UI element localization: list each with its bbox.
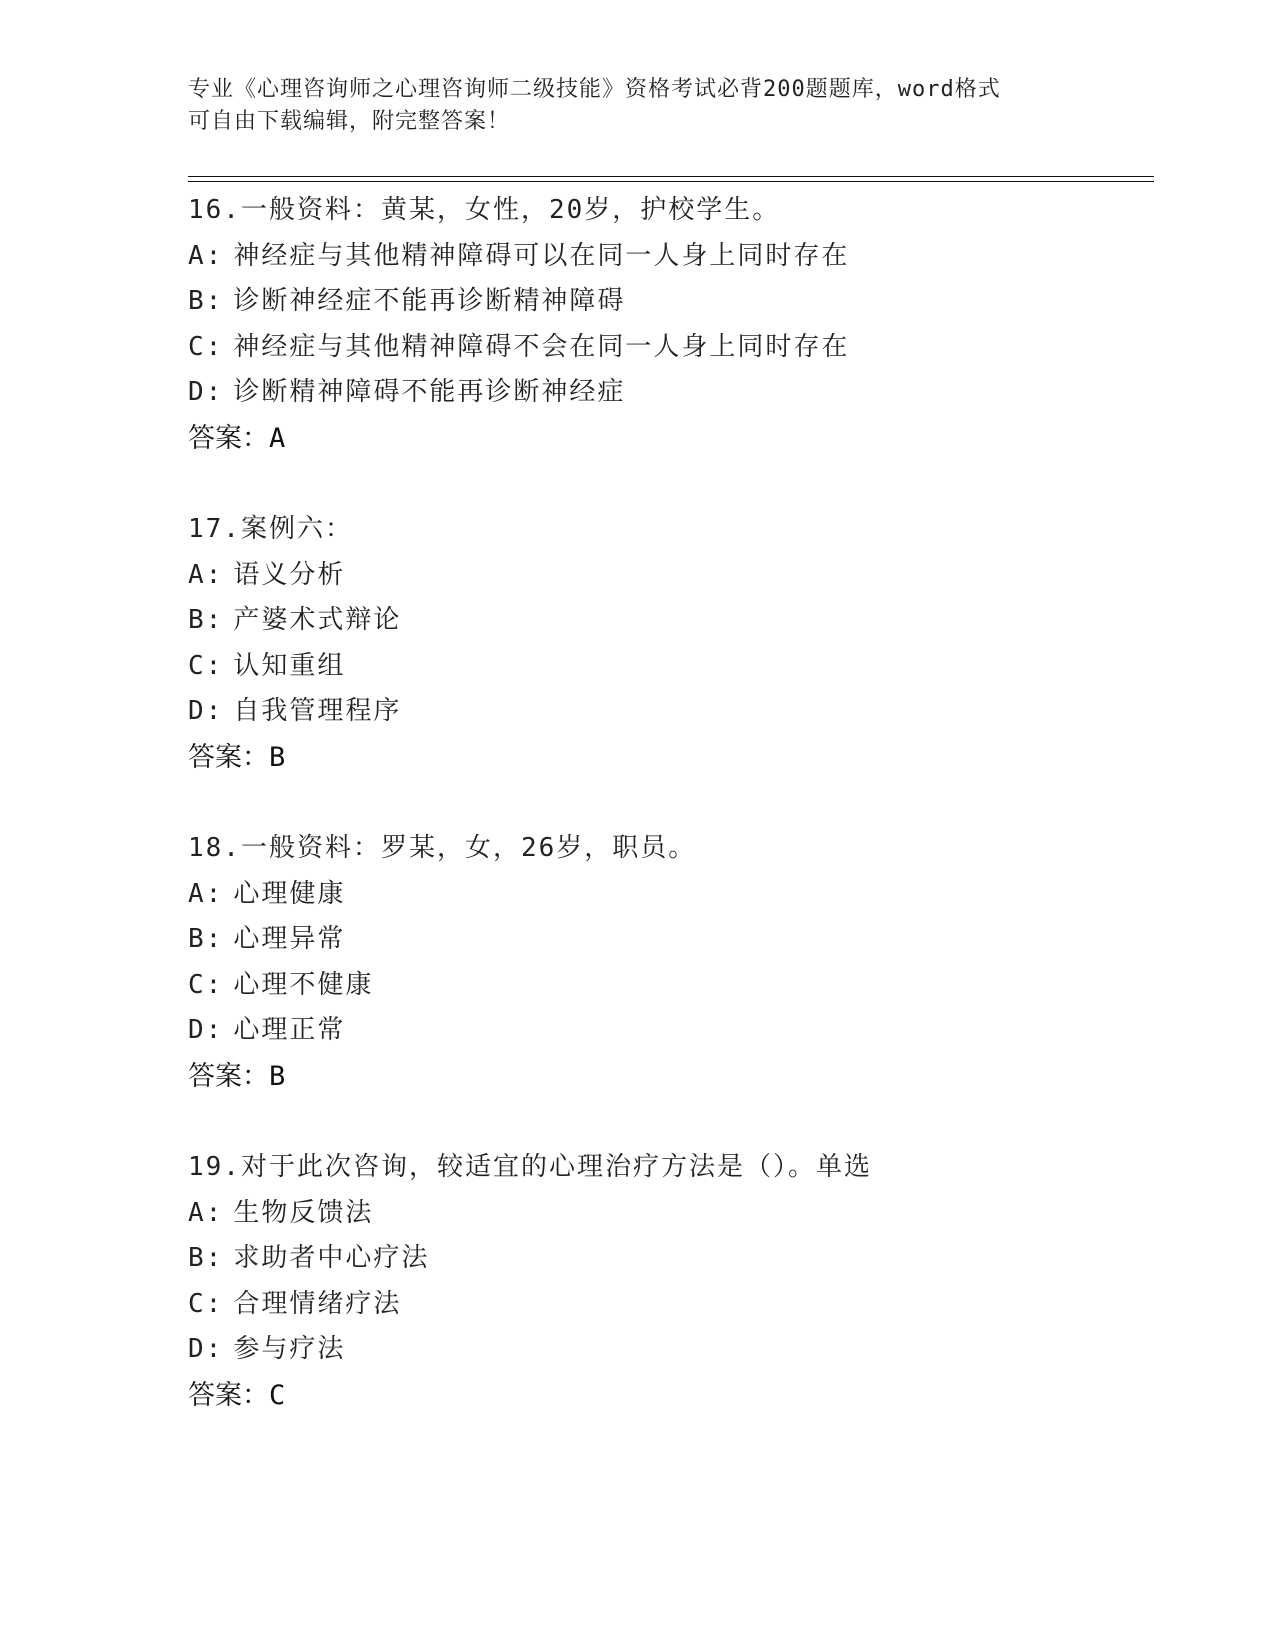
option-letter: C: bbox=[188, 1288, 224, 1319]
option-letter: D: bbox=[188, 377, 224, 407]
answer-label: 答案： bbox=[188, 1060, 269, 1092]
option-letter: C: bbox=[188, 969, 224, 1000]
option-letter: A: bbox=[188, 240, 224, 271]
header-divider-bottom bbox=[188, 181, 1154, 182]
option-text: 诊断神经症不能再诊断精神障碍 bbox=[233, 286, 626, 316]
document-header bbox=[188, 74, 1068, 138]
option-text: 求助者中心疗法 bbox=[233, 1243, 430, 1273]
option-text: 参与疗法 bbox=[233, 1334, 346, 1364]
header-divider-top bbox=[188, 176, 1154, 177]
option-letter: A: bbox=[188, 559, 224, 590]
answer-value: B bbox=[269, 741, 286, 773]
option-letter: C: bbox=[188, 650, 224, 681]
option-text: 生物反馈法 bbox=[233, 1197, 374, 1228]
option-b bbox=[188, 917, 1154, 963]
option-letter: B: bbox=[188, 1243, 224, 1273]
answer-label: 答案： bbox=[188, 1379, 269, 1411]
question-16 bbox=[188, 188, 1154, 461]
header-line-1: 专业《心理咨询师之心理咨询师二级技能》资格考试必背200题题库，word格式 bbox=[188, 77, 1001, 102]
header-line-2: 可自由下载编辑，附完整答案！ bbox=[188, 109, 511, 134]
question-stem: 16.一般资料：黄某，女性，20岁，护校学生。 bbox=[188, 195, 781, 225]
answer-value: C bbox=[269, 1379, 286, 1411]
answer-line bbox=[188, 1373, 1154, 1419]
option-letter: D: bbox=[188, 1015, 224, 1045]
answer-line bbox=[188, 735, 1154, 781]
option-text: 产婆术式辩论 bbox=[233, 605, 402, 635]
option-letter: B: bbox=[188, 286, 224, 316]
option-text: 心理异常 bbox=[233, 924, 346, 954]
question-18 bbox=[188, 826, 1154, 1099]
option-letter: B: bbox=[188, 605, 224, 635]
option-a bbox=[188, 872, 1154, 918]
answer-label: 答案： bbox=[188, 741, 269, 773]
option-letter: D: bbox=[188, 696, 224, 726]
option-a bbox=[188, 553, 1154, 599]
question-stem: 19.对于此次咨询，较适宜的心理治疗方法是（）。单选 bbox=[188, 1152, 872, 1182]
option-c bbox=[188, 963, 1154, 1009]
option-text: 诊断精神障碍不能再诊断神经症 bbox=[233, 377, 626, 407]
question-19 bbox=[188, 1145, 1154, 1418]
answer-value: A bbox=[269, 422, 286, 454]
option-d bbox=[188, 689, 1154, 735]
option-text: 心理正常 bbox=[233, 1015, 346, 1045]
option-letter: D: bbox=[188, 1334, 224, 1364]
option-text: 自我管理程序 bbox=[233, 696, 402, 726]
question-stem: 17.案例六： bbox=[188, 514, 353, 544]
answer-value: B bbox=[269, 1060, 286, 1092]
option-d bbox=[188, 370, 1154, 416]
question-list bbox=[188, 188, 1154, 1464]
option-letter: A: bbox=[188, 878, 224, 909]
option-b bbox=[188, 1236, 1154, 1282]
answer-line bbox=[188, 416, 1154, 462]
option-text: 认知重组 bbox=[233, 650, 346, 681]
option-text: 心理不健康 bbox=[233, 969, 374, 1000]
option-b bbox=[188, 598, 1154, 644]
option-a bbox=[188, 234, 1154, 280]
answer-label: 答案： bbox=[188, 422, 269, 454]
option-text: 语义分析 bbox=[233, 559, 346, 590]
option-text: 神经症与其他精神障碍不会在同一人身上同时存在 bbox=[233, 331, 850, 362]
option-b bbox=[188, 279, 1154, 325]
option-d bbox=[188, 1008, 1154, 1054]
answer-line bbox=[188, 1054, 1154, 1100]
option-text: 心理健康 bbox=[233, 878, 346, 909]
option-d bbox=[188, 1327, 1154, 1373]
option-c bbox=[188, 644, 1154, 690]
option-c bbox=[188, 1282, 1154, 1328]
option-letter: A: bbox=[188, 1197, 224, 1228]
option-c bbox=[188, 325, 1154, 371]
option-text: 合理情绪疗法 bbox=[233, 1288, 402, 1319]
option-a bbox=[188, 1191, 1154, 1237]
question-stem: 18.一般资料：罗某，女，26岁，职员。 bbox=[188, 833, 697, 863]
option-letter: B: bbox=[188, 924, 224, 954]
option-text: 神经症与其他精神障碍可以在同一人身上同时存在 bbox=[233, 240, 850, 271]
option-letter: C: bbox=[188, 331, 224, 362]
question-17 bbox=[188, 507, 1154, 780]
